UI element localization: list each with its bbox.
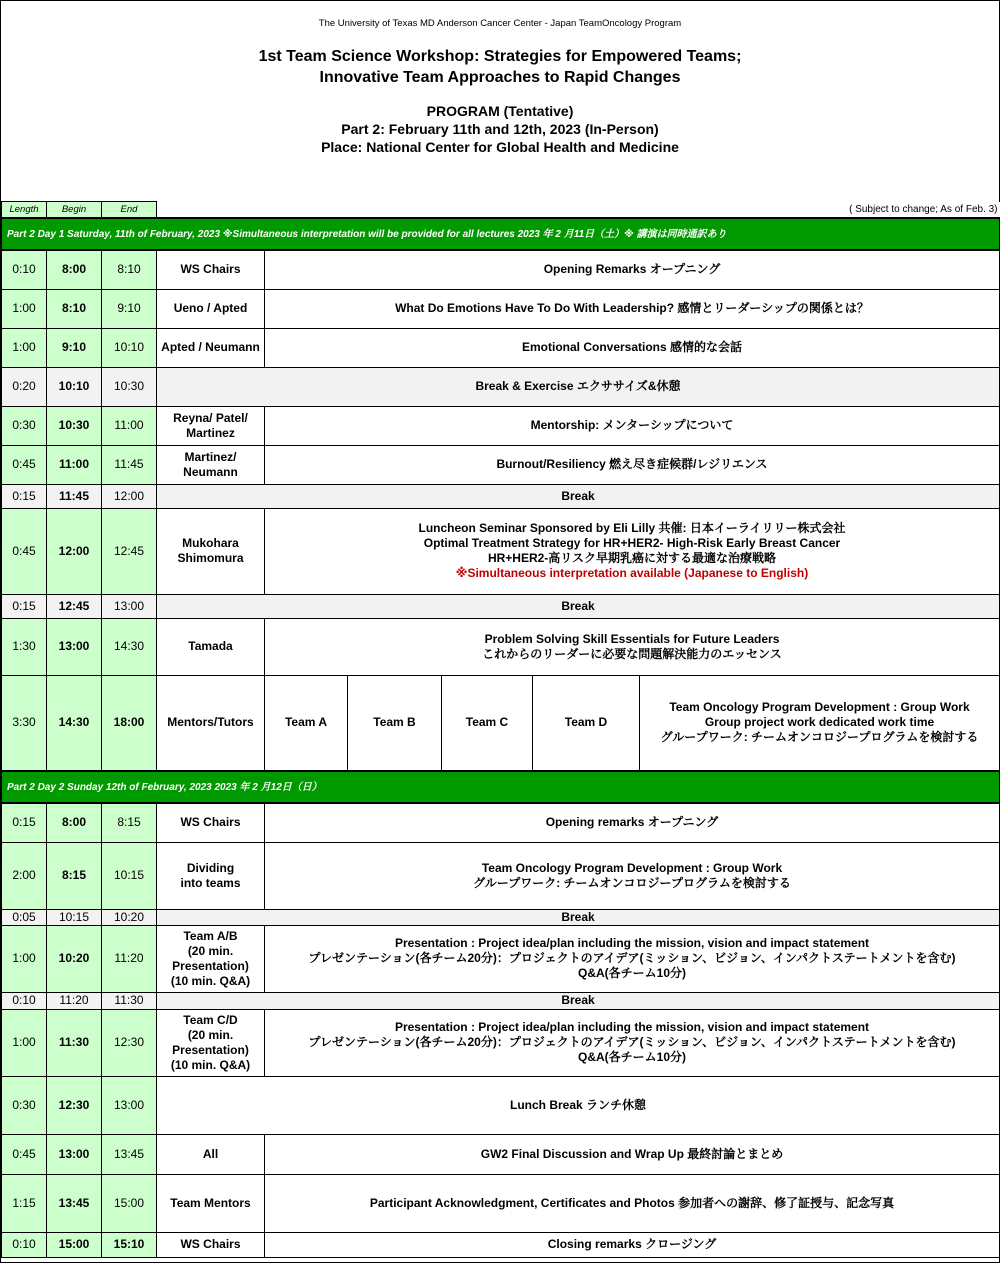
lunch-cell: Lunch Break ランチ休憩 (157, 1076, 1000, 1134)
begin-cell: 8:00 (47, 803, 102, 842)
col-length: Length (2, 202, 47, 219)
end-cell: 9:10 (102, 289, 157, 328)
day1-banner-text: Part 2 Day 1 Saturday, 11th of February, 2023 ※Simultaneous interpretation will be provided for all lectures 2023 年 2 月11日（土）※ 講演は同時通訳あり (2, 218, 1000, 250)
event-cell: Mentorship: メンターシップについて (265, 406, 1000, 445)
title-line-1: 1st Team Science Workshop: Strategies for Empowered Teams; (258, 48, 742, 65)
length-cell: 1:15 (2, 1174, 47, 1232)
event-cell: Closing remarks クロージング (265, 1232, 1000, 1257)
table-row (2, 508, 1000, 594)
event-line-2: プレゼンテーション(各チーム20分)：プロジェクトのアイデア(ミッション、ビジョン、インパクトステートメントを含む) (308, 1035, 956, 1049)
presenter-line-1: Dividing (186, 860, 235, 875)
day2-banner-text: Part 2 Day 2 Sunday 12th of February, 2023 2023 年 2 月12日（日） (2, 771, 1000, 803)
end-cell: 8:10 (102, 250, 157, 289)
length-cell: 0:15 (2, 484, 47, 508)
begin-cell: 14:30 (47, 675, 102, 771)
title-line-2: Innovative Team Approaches to Rapid Changes (319, 69, 681, 86)
presenter-cell: Team Mentors (157, 1174, 265, 1232)
venue: Place: National Center for Global Health and Medicine (321, 139, 679, 155)
begin-cell: 11:45 (47, 484, 102, 508)
presenter-line-2: into teams (180, 875, 241, 890)
presenter-cell (157, 842, 265, 909)
col-begin: Begin (47, 202, 102, 219)
event-cell: Opening remarks オープニング (265, 803, 1000, 842)
end-cell: 11:20 (102, 925, 157, 992)
length-cell: 0:10 (2, 1232, 47, 1257)
event-cell: Emotional Conversations 感情的な会話 (265, 328, 1000, 367)
presenter-line-2: (20 min. (187, 1027, 234, 1042)
day2-banner (2, 771, 1000, 803)
schedule-table (1, 201, 1000, 1258)
break-cell: Break (157, 594, 1000, 618)
presenter-cell: Mukohara Shimomura (157, 508, 265, 594)
length-cell: 0:10 (2, 250, 47, 289)
table-row (2, 1232, 1000, 1257)
presenter-line-4: (10 min. Q&A) (170, 973, 251, 988)
table-row (2, 289, 1000, 328)
end-cell: 10:10 (102, 328, 157, 367)
luncheon-line-1: Luncheon Seminar Sponsored by Eli Lilly 共催: 日本イーライリリー株式会社 (418, 521, 846, 535)
length-cell: 3:30 (2, 675, 47, 771)
begin-cell: 11:00 (47, 445, 102, 484)
day1-banner (2, 218, 1000, 250)
presenter-cell: WS Chairs (157, 250, 265, 289)
event-line-2: プレゼンテーション(各チーム20分)：プロジェクトのアイデア(ミッション、ビジョン、インパクトステートメントを含む) (308, 951, 956, 965)
presenter-cell: WS Chairs (157, 803, 265, 842)
organization-line: The University of Texas MD Anderson Cancer Center - Japan TeamOncology Program (318, 18, 682, 29)
table-row (2, 367, 1000, 406)
presenter-cell: Martinez/ Neumann (157, 445, 265, 484)
length-cell: 1:00 (2, 925, 47, 992)
table-row (2, 484, 1000, 508)
begin-cell: 10:20 (47, 925, 102, 992)
begin-cell: 12:45 (47, 594, 102, 618)
luncheon-line-2: Optimal Treatment Strategy for HR+HER2- High-Risk Early Breast Cancer (423, 536, 841, 550)
end-cell: 13:45 (102, 1134, 157, 1174)
begin-cell: 10:15 (47, 909, 102, 925)
begin-cell: 13:45 (47, 1174, 102, 1232)
begin-cell: 10:30 (47, 406, 102, 445)
event-line-1: Problem Solving Skill Essentials for Future Leaders (484, 631, 780, 646)
luncheon-seminar-cell (265, 508, 1000, 594)
event-cell: Opening Remarks オープニング (265, 250, 1000, 289)
table-row (2, 328, 1000, 367)
table-row (2, 842, 1000, 909)
length-cell: 1:00 (2, 289, 47, 328)
program-label: PROGRAM (Tentative) (426, 103, 574, 119)
presenter-cell (157, 1009, 265, 1076)
presenter-cell: All (157, 1134, 265, 1174)
break-cell: Break (157, 909, 1000, 925)
presenter-line-1: Team C/D (183, 1012, 238, 1027)
begin-cell: 9:10 (47, 328, 102, 367)
event-line-1: Presentation : Project idea/plan including the mission, vision and impact statement (394, 936, 870, 950)
workshop-title (1, 46, 999, 88)
event-cell: Participant Acknowledgment, Certificates and Photos 参加者への謝辞、修了証授与、記念写真 (265, 1174, 1000, 1232)
end-cell: 14:30 (102, 618, 157, 675)
event-line-2: グループワーク: チームオンコロジープログラムを検討する (473, 875, 791, 890)
table-row (2, 1009, 1000, 1076)
end-cell: 12:45 (102, 508, 157, 594)
end-cell: 11:45 (102, 445, 157, 484)
event-line-1: Team Oncology Program Development : Group Work (481, 860, 783, 875)
group-work-line-2: Group project work dedicated work time (704, 715, 935, 730)
team-b-cell: Team B (348, 675, 442, 771)
length-cell: 0:30 (2, 406, 47, 445)
group-work-cell (640, 675, 1000, 771)
end-cell: 13:00 (102, 1076, 157, 1134)
begin-cell: 8:15 (47, 842, 102, 909)
interpretation-note: ※Simultaneous interpretation available (Japanese to English) (455, 566, 809, 580)
break-cell: Break (157, 484, 1000, 508)
document-header (1, 1, 999, 201)
event-cell (265, 618, 1000, 675)
presenter-line-1: Team A/B (183, 928, 238, 943)
length-cell: 0:15 (2, 803, 47, 842)
table-row (2, 594, 1000, 618)
presenter-cell: Reyna/ Patel/ Martinez (157, 406, 265, 445)
table-row (2, 1134, 1000, 1174)
length-cell: 0:30 (2, 1076, 47, 1134)
presenter-cell: Apted / Neumann (157, 328, 265, 367)
event-line-3: Q&A(各チーム10分) (578, 1050, 687, 1064)
begin-cell: 13:00 (47, 1134, 102, 1174)
begin-cell: 8:10 (47, 289, 102, 328)
event-line-3: Q&A(各チーム10分) (578, 966, 687, 980)
part-dates: Part 2: February 11th and 12th, 2023 (In-Person) (341, 121, 659, 137)
end-cell: 8:15 (102, 803, 157, 842)
table-row (2, 803, 1000, 842)
length-cell: 1:00 (2, 328, 47, 367)
presenter-cell: Tamada (157, 618, 265, 675)
team-d-cell: Team D (533, 675, 640, 771)
group-work-line-3: グループワーク: チームオンコロジープログラムを検討する (660, 730, 979, 745)
event-cell (265, 842, 1000, 909)
presenter-cell: Ueno / Apted (157, 289, 265, 328)
end-cell: 12:30 (102, 1009, 157, 1076)
presenter-cell (157, 925, 265, 992)
length-cell: 0:10 (2, 992, 47, 1009)
begin-cell: 13:00 (47, 618, 102, 675)
end-cell: 18:00 (102, 675, 157, 771)
team-a-cell: Team A (265, 675, 348, 771)
presenter-line-4: (10 min. Q&A) (170, 1057, 251, 1072)
team-c-cell: Team C (442, 675, 533, 771)
length-cell: 0:45 (2, 1134, 47, 1174)
table-row (2, 925, 1000, 992)
event-cell (265, 925, 1000, 992)
length-cell: 0:45 (2, 445, 47, 484)
begin-cell: 8:00 (47, 250, 102, 289)
end-cell: 11:30 (102, 992, 157, 1009)
col-end: End (102, 202, 157, 219)
end-cell: 10:20 (102, 909, 157, 925)
column-header-row (2, 202, 1000, 219)
presenter-line-3: Presentation) (172, 958, 249, 973)
table-row (2, 909, 1000, 925)
end-cell: 11:00 (102, 406, 157, 445)
table-row (2, 1076, 1000, 1134)
table-row (2, 250, 1000, 289)
subject-to-change-note: ( Subject to change; As of Feb. 3) (157, 202, 1000, 219)
length-cell: 1:00 (2, 1009, 47, 1076)
begin-cell: 15:00 (47, 1232, 102, 1257)
begin-cell: 11:20 (47, 992, 102, 1009)
break-cell: Break & Exercise エクササイズ&休憩 (157, 367, 1000, 406)
event-cell: What Do Emotions Have To Do With Leadership? 感情とリーダーシップの関係とは？ (265, 289, 1000, 328)
table-row (2, 406, 1000, 445)
begin-cell: 12:30 (47, 1076, 102, 1134)
table-row (2, 1174, 1000, 1232)
presenter-cell: Mentors/Tutors (157, 675, 265, 771)
presenter-line-3: Presentation) (172, 1042, 249, 1057)
begin-cell: 11:30 (47, 1009, 102, 1076)
group-work-line-1: Team Oncology Program Development : Group Work (669, 700, 970, 715)
table-row (2, 992, 1000, 1009)
length-cell: 1:30 (2, 618, 47, 675)
end-cell: 10:15 (102, 842, 157, 909)
begin-cell: 12:00 (47, 508, 102, 594)
presenter-line-2: (20 min. (187, 943, 234, 958)
end-cell: 12:00 (102, 484, 157, 508)
length-cell: 0:15 (2, 594, 47, 618)
end-cell: 13:00 (102, 594, 157, 618)
begin-cell: 10:10 (47, 367, 102, 406)
event-cell: Burnout/Resiliency 燃え尽き症候群/レジリエンス (265, 445, 1000, 484)
break-cell: Break (157, 992, 1000, 1009)
program-info (1, 102, 999, 156)
length-cell: 0:20 (2, 367, 47, 406)
length-cell: 0:45 (2, 508, 47, 594)
event-cell: GW2 Final Discussion and Wrap Up 最終討論とまとめ (265, 1134, 1000, 1174)
end-cell: 10:30 (102, 367, 157, 406)
event-cell (265, 1009, 1000, 1076)
length-cell: 0:05 (2, 909, 47, 925)
length-cell: 2:00 (2, 842, 47, 909)
end-cell: 15:10 (102, 1232, 157, 1257)
end-cell: 15:00 (102, 1174, 157, 1232)
event-line-1: Presentation : Project idea/plan including the mission, vision and impact statement (394, 1020, 870, 1034)
presenter-cell: WS Chairs (157, 1232, 265, 1257)
table-row (2, 445, 1000, 484)
luncheon-line-3: HR+HER2-高リスク早期乳癌に対する最適な治療戦略 (487, 551, 777, 565)
table-row (2, 675, 1000, 771)
table-row (2, 618, 1000, 675)
event-line-2: これからのリーダーに必要な問題解決能力のエッセンス (482, 646, 782, 661)
